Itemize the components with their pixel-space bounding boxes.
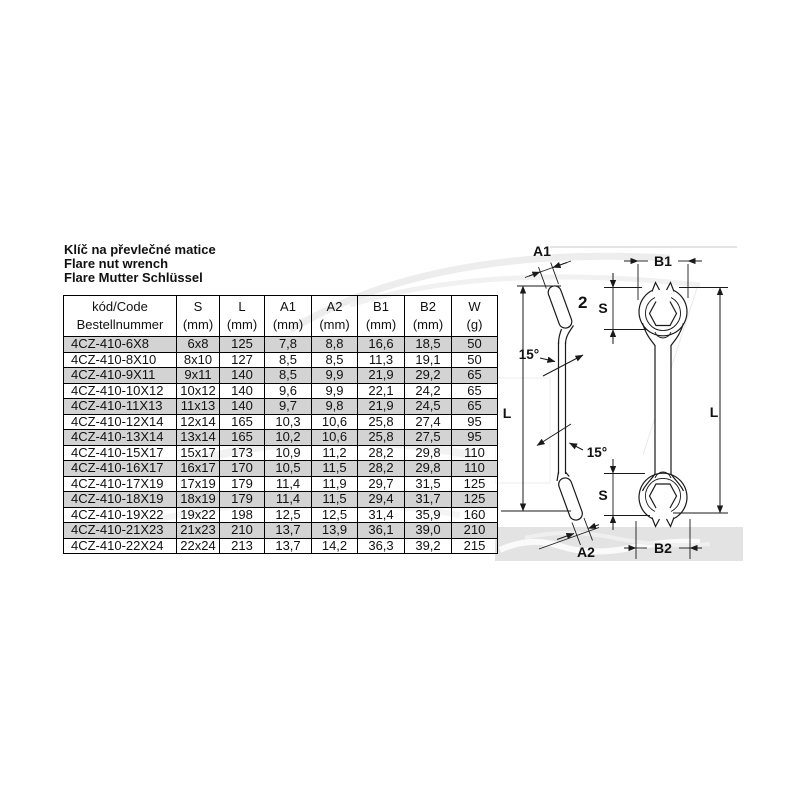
cell-code: 4CZ-410-13X14 xyxy=(64,430,177,446)
cell-l: 127 xyxy=(220,352,265,368)
dim-label-b1: B1 xyxy=(654,253,672,269)
cell-l: 198 xyxy=(220,507,265,523)
cell-w: 215 xyxy=(452,538,498,554)
cell-s: 10x12 xyxy=(177,383,220,399)
cell-code: 4CZ-410-21X23 xyxy=(64,523,177,539)
table-row xyxy=(64,523,498,539)
cell-code: 4CZ-410-18X19 xyxy=(64,492,177,508)
col-header-code: kód/Code Bestellnummer xyxy=(64,296,177,337)
cell-s: 16x17 xyxy=(177,461,220,477)
cell-b2: 39,2 xyxy=(405,538,452,554)
cell-a2: 11,2 xyxy=(312,445,358,461)
cell-w: 110 xyxy=(452,461,498,477)
cell-a1: 10,3 xyxy=(265,414,312,430)
cell-b1: 31,4 xyxy=(358,507,405,523)
col-header-w: W (g) xyxy=(452,296,498,337)
cell-l: 170 xyxy=(220,461,265,477)
cell-s: 6x8 xyxy=(177,337,220,353)
cell-b1: 29,4 xyxy=(358,492,405,508)
cell-l: 210 xyxy=(220,523,265,539)
col-header-b2: B2 (mm) xyxy=(405,296,452,337)
spec-table xyxy=(63,295,498,554)
cell-a1: 11,4 xyxy=(265,476,312,492)
table-row xyxy=(64,492,498,508)
cell-w: 65 xyxy=(452,399,498,415)
cell-b2: 27,4 xyxy=(405,414,452,430)
table-row xyxy=(64,414,498,430)
cell-a2: 9,9 xyxy=(312,383,358,399)
header-row xyxy=(64,296,498,337)
cell-l: 179 xyxy=(220,492,265,508)
cell-code: 4CZ-410-12X14 xyxy=(64,414,177,430)
cell-b2: 24,5 xyxy=(405,399,452,415)
cell-s: 9x11 xyxy=(177,368,220,384)
dim-label-angle-bottom: 15° xyxy=(586,445,608,460)
table-row xyxy=(64,368,498,384)
cell-code: 4CZ-410-6X8 xyxy=(64,337,177,353)
dim-label-l-left: L xyxy=(502,405,512,421)
cell-b1: 29,7 xyxy=(358,476,405,492)
cell-l: 140 xyxy=(220,399,265,415)
col-header-a2: A2 (mm) xyxy=(312,296,358,337)
cell-b1: 11,3 xyxy=(358,352,405,368)
cell-s: 11x13 xyxy=(177,399,220,415)
table-row xyxy=(64,445,498,461)
col-header-l: L (mm) xyxy=(220,296,265,337)
cell-a2: 12,5 xyxy=(312,507,358,523)
cell-l: 125 xyxy=(220,337,265,353)
col-header-s: S (mm) xyxy=(177,296,220,337)
cell-b2: 27,5 xyxy=(405,430,452,446)
cell-a1: 9,7 xyxy=(265,399,312,415)
cell-b2: 29,8 xyxy=(405,461,452,477)
cell-w: 50 xyxy=(452,352,498,368)
cell-l: 165 xyxy=(220,430,265,446)
title-german: Flare Mutter Schlüssel xyxy=(64,270,203,285)
drawing-watermark xyxy=(495,247,743,561)
cell-b1: 36,1 xyxy=(358,523,405,539)
cell-code: 4CZ-410-16X17 xyxy=(64,461,177,477)
cell-b2: 29,8 xyxy=(405,445,452,461)
cell-b2: 35,9 xyxy=(405,507,452,523)
dim-label-angle-top: 15° xyxy=(518,347,540,362)
wrench-fills xyxy=(559,289,688,521)
table-row xyxy=(64,538,498,554)
cell-b1: 21,9 xyxy=(358,368,405,384)
cell-b1: 25,8 xyxy=(358,430,405,446)
cell-a1: 11,4 xyxy=(265,492,312,508)
cell-b2: 24,2 xyxy=(405,383,452,399)
cell-w: 95 xyxy=(452,414,498,430)
cell-b2: 31,5 xyxy=(405,476,452,492)
cell-w: 50 xyxy=(452,337,498,353)
cell-a2: 8,8 xyxy=(312,337,358,353)
cell-b1: 25,8 xyxy=(358,414,405,430)
cell-w: 95 xyxy=(452,430,498,446)
cell-b1: 22,1 xyxy=(358,383,405,399)
cell-a1: 10,2 xyxy=(265,430,312,446)
cell-b2: 19,1 xyxy=(405,352,452,368)
table-row xyxy=(64,476,498,492)
cell-w: 210 xyxy=(452,523,498,539)
table-row xyxy=(64,399,498,415)
cell-s: 17x19 xyxy=(177,476,220,492)
cell-a2: 10,6 xyxy=(312,414,358,430)
cell-a1: 12,5 xyxy=(265,507,312,523)
cell-w: 125 xyxy=(452,492,498,508)
cell-a2: 8,5 xyxy=(312,352,358,368)
cell-a1: 8,5 xyxy=(265,368,312,384)
cell-code: 4CZ-410-22X24 xyxy=(64,538,177,554)
cell-b1: 28,2 xyxy=(358,461,405,477)
side-view-bottom-head xyxy=(557,476,584,522)
cell-a1: 7,8 xyxy=(265,337,312,353)
cell-code: 4CZ-410-17X19 xyxy=(64,476,177,492)
cell-b1: 36,3 xyxy=(358,538,405,554)
cell-a1: 8,5 xyxy=(265,352,312,368)
cell-a1: 13,7 xyxy=(265,523,312,539)
wrench-technical-drawing xyxy=(495,228,800,573)
cell-l: 165 xyxy=(220,414,265,430)
cell-b1: 16,6 xyxy=(358,337,405,353)
cell-a2: 11,5 xyxy=(312,461,358,477)
cell-a2: 14,2 xyxy=(312,538,358,554)
cell-a2: 9,8 xyxy=(312,399,358,415)
dim-label-s-top: S xyxy=(598,300,608,316)
cell-s: 12x14 xyxy=(177,414,220,430)
cell-b1: 21,9 xyxy=(358,399,405,415)
cell-a2: 11,9 xyxy=(312,476,358,492)
dimension-annotations xyxy=(501,243,728,560)
watermark-digit: 2 xyxy=(578,293,588,312)
table-row xyxy=(64,507,498,523)
cell-b1: 28,2 xyxy=(358,445,405,461)
cell-w: 125 xyxy=(452,476,498,492)
cell-b2: 29,2 xyxy=(405,368,452,384)
cell-w: 65 xyxy=(452,383,498,399)
table-body xyxy=(64,337,498,554)
cell-s: 19x22 xyxy=(177,507,220,523)
cell-s: 13x14 xyxy=(177,430,220,446)
dim-label-b2: B2 xyxy=(654,540,672,556)
cell-s: 15x17 xyxy=(177,445,220,461)
dim-label-a1: A1 xyxy=(533,243,551,259)
table-row xyxy=(64,337,498,353)
title-czech: Klíč na převlečné matice xyxy=(64,242,216,257)
cell-a1: 9,6 xyxy=(265,383,312,399)
cell-l: 213 xyxy=(220,538,265,554)
cell-s: 8x10 xyxy=(177,352,220,368)
dim-label-s-bottom: S xyxy=(598,487,608,503)
cell-code: 4CZ-410-11X13 xyxy=(64,399,177,415)
cell-code: 4CZ-410-9X11 xyxy=(64,368,177,384)
cell-code: 4CZ-410-19X22 xyxy=(64,507,177,523)
table-row xyxy=(64,383,498,399)
cell-l: 140 xyxy=(220,368,265,384)
col-header-b1: B1 (mm) xyxy=(358,296,405,337)
cell-b2: 18,5 xyxy=(405,337,452,353)
cell-a2: 10,6 xyxy=(312,430,358,446)
table-row xyxy=(64,461,498,477)
cell-a2: 13,9 xyxy=(312,523,358,539)
title-english: Flare nut wrench xyxy=(64,256,169,271)
product-title-block xyxy=(64,243,216,285)
cell-l: 140 xyxy=(220,383,265,399)
cell-b2: 39,0 xyxy=(405,523,452,539)
table-row xyxy=(64,352,498,368)
side-view-top-head xyxy=(546,284,573,330)
cell-a2: 11,5 xyxy=(312,492,358,508)
table-row xyxy=(64,430,498,446)
cell-s: 22x24 xyxy=(177,538,220,554)
cell-w: 160 xyxy=(452,507,498,523)
cell-l: 179 xyxy=(220,476,265,492)
dim-label-l-right: L xyxy=(709,404,719,420)
cell-a2: 9,9 xyxy=(312,368,358,384)
cell-b2: 31,7 xyxy=(405,492,452,508)
cell-l: 173 xyxy=(220,445,265,461)
cell-s: 18x19 xyxy=(177,492,220,508)
cell-a1: 13,7 xyxy=(265,538,312,554)
cell-a1: 10,5 xyxy=(265,461,312,477)
cell-code: 4CZ-410-15X17 xyxy=(64,445,177,461)
cell-s: 21x23 xyxy=(177,523,220,539)
cell-w: 65 xyxy=(452,368,498,384)
cell-code: 4CZ-410-10X12 xyxy=(64,383,177,399)
cell-w: 110 xyxy=(452,445,498,461)
cell-a1: 10,9 xyxy=(265,445,312,461)
dim-label-a2: A2 xyxy=(577,544,595,560)
cell-code: 4CZ-410-8X10 xyxy=(64,352,177,368)
col-header-a1: A1 (mm) xyxy=(265,296,312,337)
